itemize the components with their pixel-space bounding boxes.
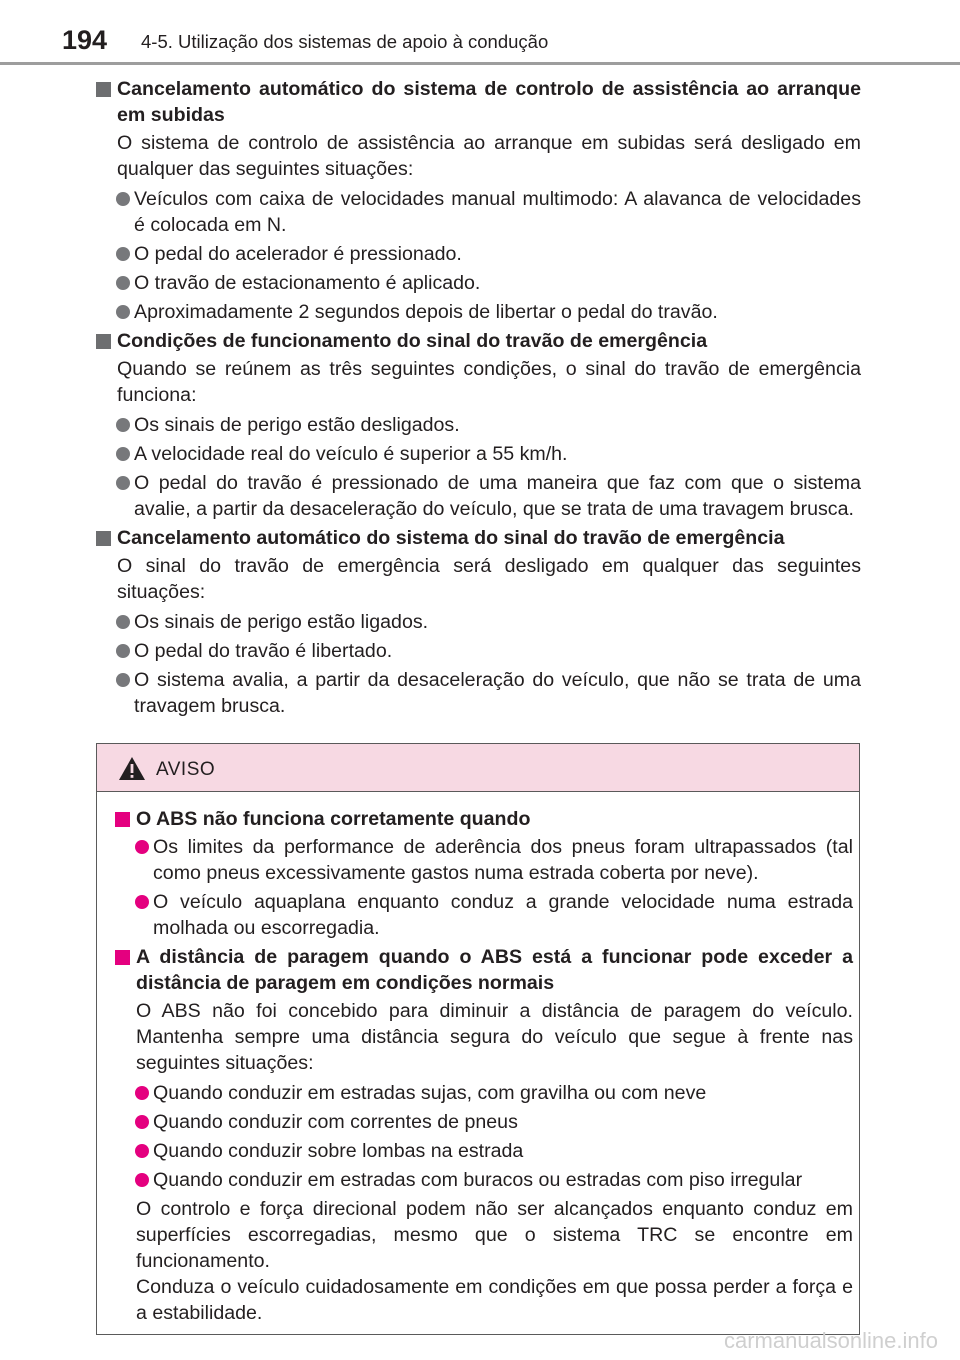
main-content — [96, 76, 861, 722]
bullet-dot-icon — [116, 418, 130, 432]
bullet-dot-icon — [116, 447, 130, 461]
watermark: carmanualsonline.info — [723, 1328, 938, 1353]
bullet-dot-icon — [116, 673, 130, 687]
section-heading: Cancelamento automático do sistema do sinal do travão de emergência — [96, 525, 861, 551]
section-paragraph: Quando se reúnem as três seguintes condições, o sinal do travão de emergência funciona: — [117, 358, 861, 406]
list-item: O sistema avalia, a partir da desaceleração do veículo, que não se trata de uma travagem brusca. — [96, 667, 861, 719]
warning-paragraph: O controlo e força direcional podem não ser alcançados enquanto conduz em superfícies escorregadias, mesmo que o sistema TRC se encontre em funcionamento. Conduza o veículo cuidadosamente em condições em que possa perder a força e a estabilidade. — [136, 1198, 853, 1324]
square-bullet-icon — [96, 334, 111, 349]
bullet-dot-icon — [116, 247, 130, 261]
page-number: 194 — [62, 25, 108, 55]
list-item: Os sinais de perigo estão desligados. — [96, 412, 861, 438]
bullet-dot-icon — [116, 192, 130, 206]
list-item: Quando conduzir com correntes de pneus — [115, 1109, 853, 1135]
section-heading: Cancelamento automático do sistema de controlo de assistência ao arranque em subidas — [96, 76, 861, 128]
bullet-dot-icon — [135, 1173, 149, 1187]
list-item: Os limites da performance de aderência dos pneus foram ultrapassados (tal como pneus excessivamente gastos numa estrada coberta por neve). — [115, 834, 853, 886]
bullet-dot-icon — [116, 615, 130, 629]
bullet-dot-icon — [116, 276, 130, 290]
page-header — [0, 0, 960, 64]
list-item: Quando conduzir em estradas sujas, com gravilha ou com neve — [115, 1080, 853, 1106]
section-paragraph: O sistema de controlo de assistência ao arranque em subidas será desligado em qualquer das seguintes situações: — [117, 132, 861, 180]
list-item: O pedal do travão é libertado. — [96, 638, 861, 664]
bullet-dot-icon — [135, 1115, 149, 1129]
square-bullet-icon — [96, 82, 111, 97]
chapter-title: 4-5. Utilização dos sistemas de apoio à condução — [141, 31, 549, 52]
list-item: Quando conduzir sobre lombas na estrada — [115, 1138, 853, 1164]
list-item: Aproximadamente 2 segundos depois de libertar o pedal do travão. — [96, 299, 861, 325]
list-item: A velocidade real do veículo é superior a 55 km/h. — [96, 441, 861, 467]
bullet-dot-icon — [135, 1144, 149, 1158]
section-paragraph: O sinal do travão de emergência será desligado em qualquer das seguintes situações: — [117, 555, 861, 603]
list-item: O travão de estacionamento é aplicado. — [96, 270, 861, 296]
list-item: Os sinais de perigo estão ligados. — [96, 609, 861, 635]
bullet-dot-icon — [135, 1086, 149, 1100]
square-bullet-icon — [96, 531, 111, 546]
bullet-dot-icon — [135, 840, 149, 854]
warning-box — [96, 743, 860, 1335]
warning-header — [97, 744, 859, 792]
bullet-dot-icon — [135, 895, 149, 909]
warning-paragraph: O ABS não foi concebido para diminuir a distância de paragem do veículo. Mantenha sempre uma distância segura do veículo que segue à frente nas seguintes situações: — [136, 1000, 853, 1074]
list-item: Veículos com caixa de velocidades manual multimodo: A alavanca de velocidades é colocada em N. — [96, 186, 861, 238]
section-heading: Condições de funcionamento do sinal do travão de emergência — [96, 328, 861, 354]
list-item: O pedal do acelerador é pressionado. — [96, 241, 861, 267]
list-item: Quando conduzir em estradas com buracos ou estradas com piso irregular — [115, 1167, 853, 1193]
bullet-dot-icon — [116, 305, 130, 319]
warning-body — [115, 806, 853, 1326]
list-item: O pedal do travão é pressionado de uma maneira que faz com que o sistema avalie, a partir da desaceleração do veículo, que se trata de uma travagem brusca. — [96, 470, 861, 522]
warning-heading: O ABS não funciona corretamente quando — [115, 806, 853, 832]
section-emergency-signal-cancel — [96, 525, 861, 719]
section-emergency-signal-conditions — [96, 328, 861, 522]
list-item: O veículo aquaplana enquanto conduz a grande velocidade numa estrada molhada ou escorregadia. — [115, 889, 853, 941]
warning-label: AVISO — [156, 759, 216, 780]
section-hill-start-cancel — [96, 76, 861, 325]
bullet-dot-icon — [116, 644, 130, 658]
square-bullet-icon — [115, 812, 130, 827]
bullet-dot-icon — [116, 476, 130, 490]
header-divider — [0, 62, 960, 65]
warning-triangle-icon — [118, 756, 146, 781]
warning-heading: A distância de paragem quando o ABS está a funcionar pode exceder a distância de paragem em condições normais — [115, 944, 853, 996]
square-bullet-icon — [115, 950, 130, 965]
